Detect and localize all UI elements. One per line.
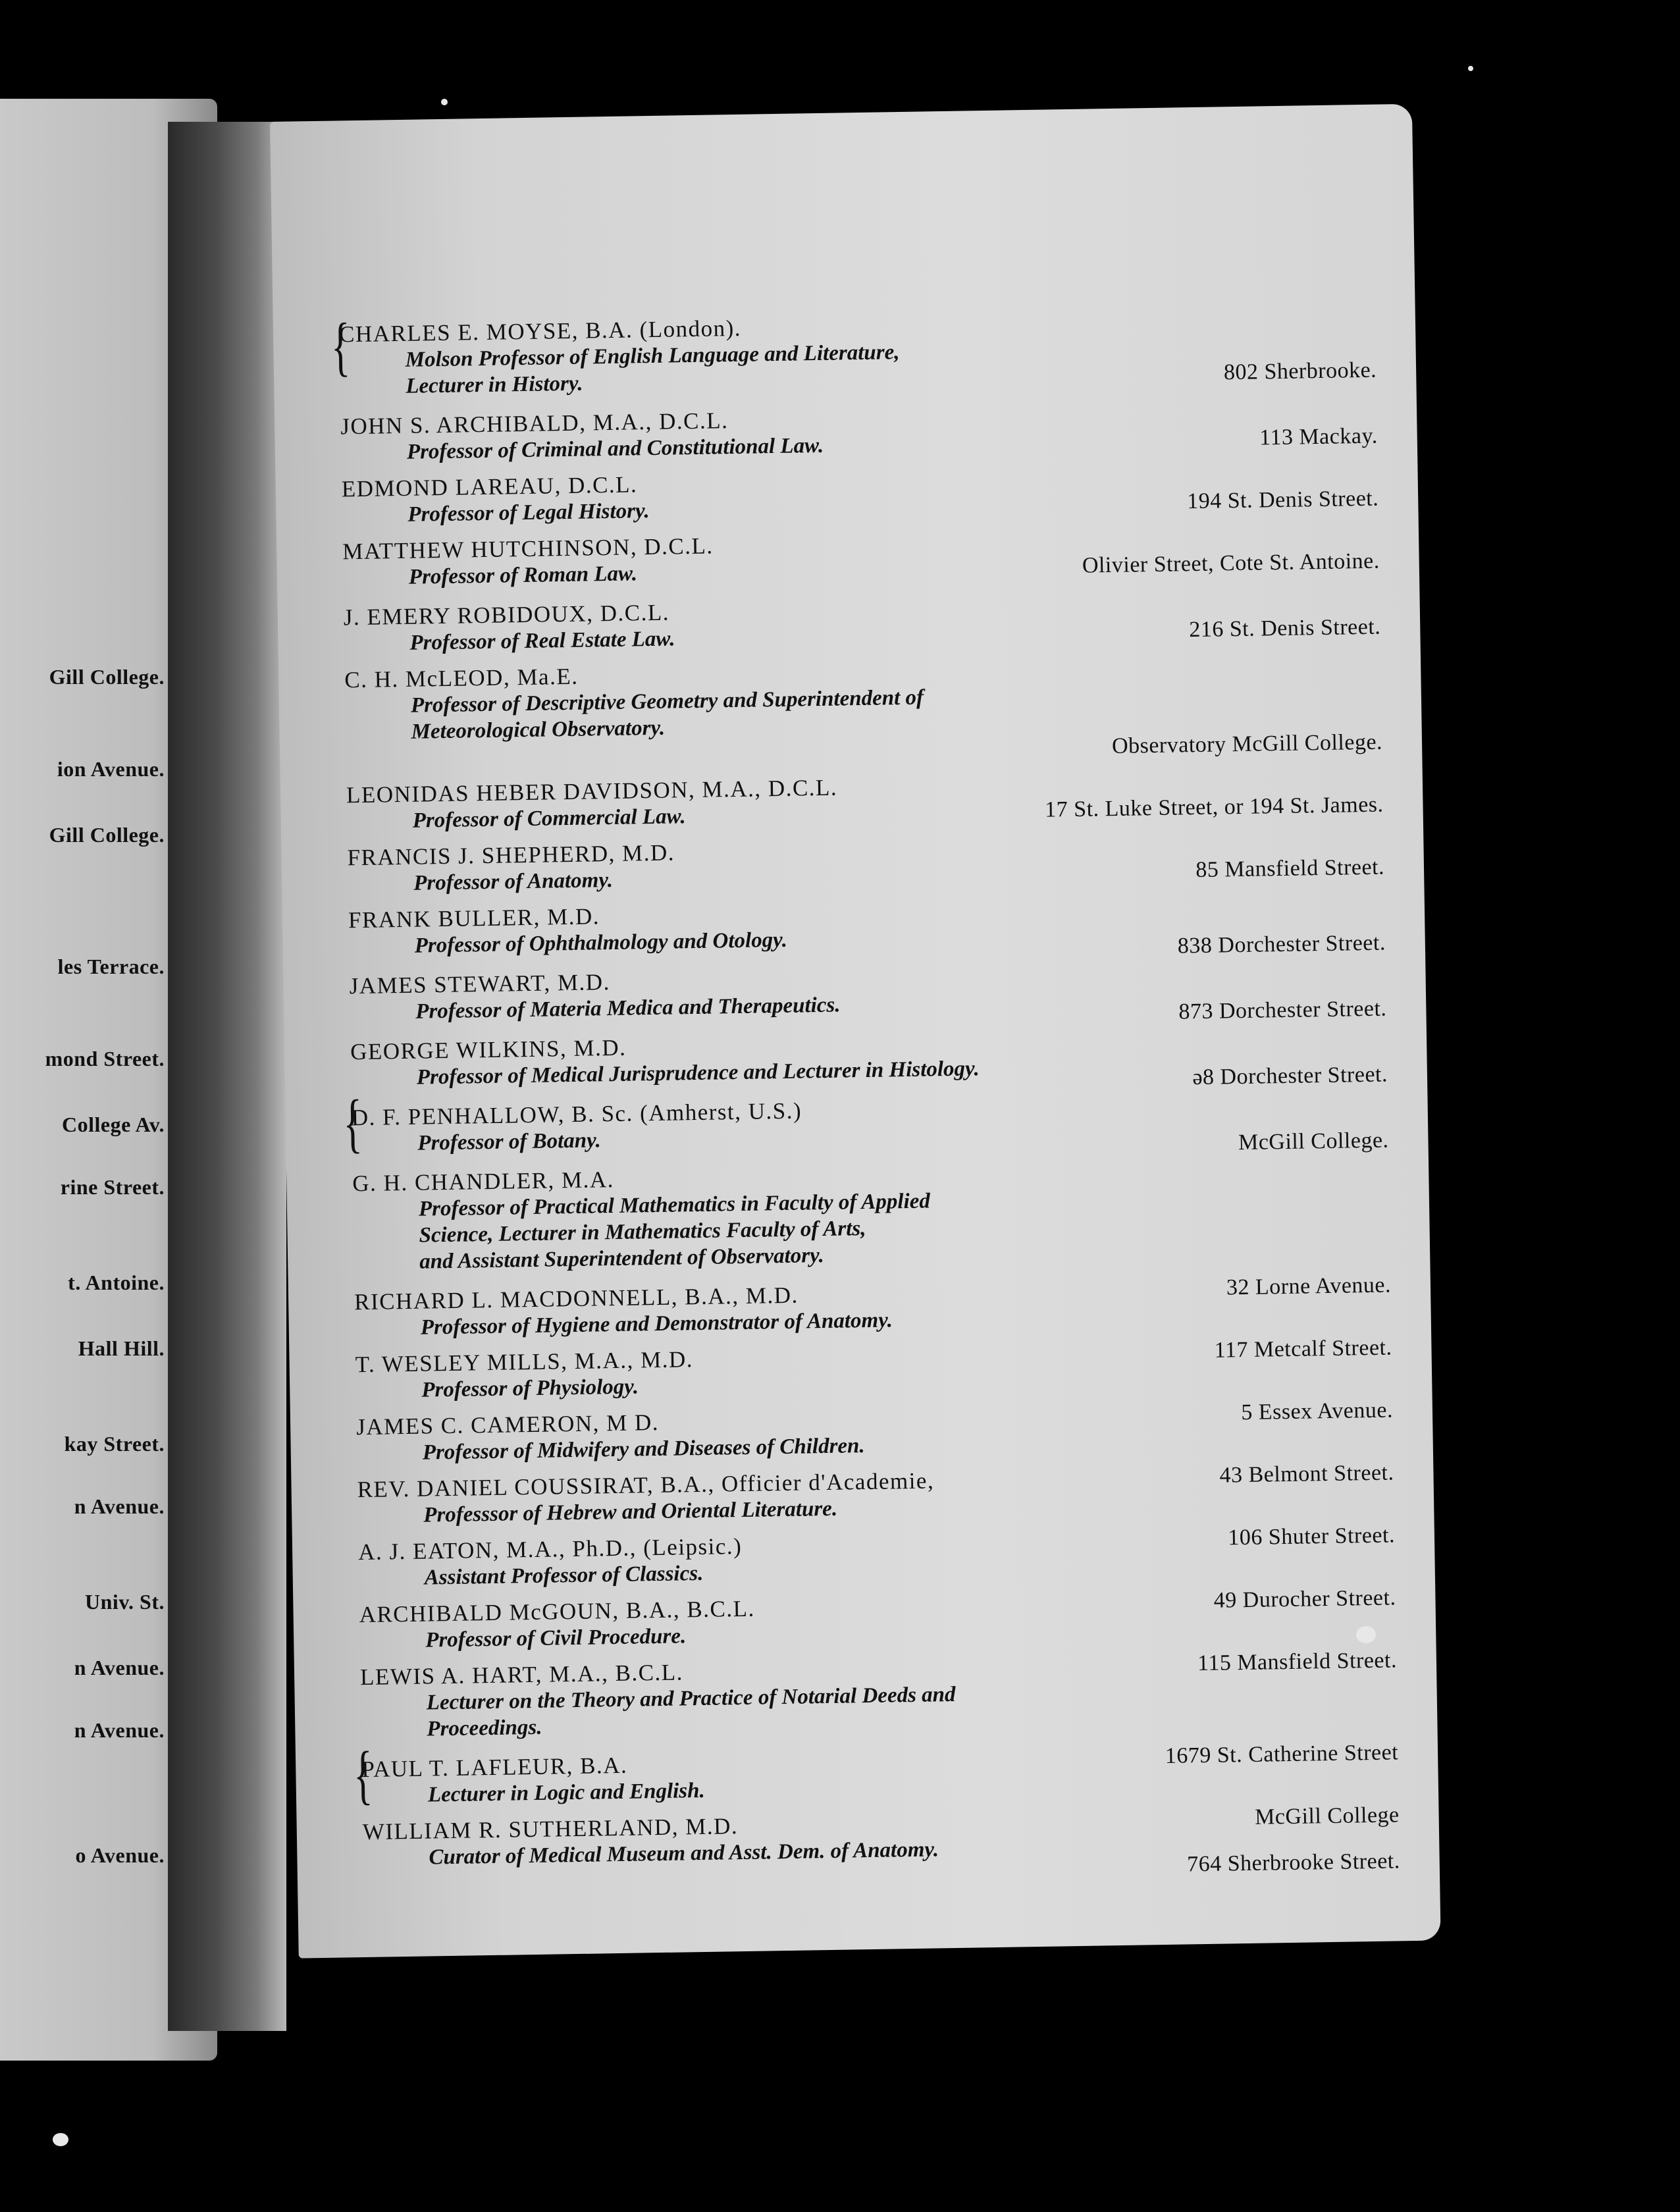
faculty-name: G. H. CHANDLER, M.A. [352, 1166, 615, 1197]
left-page-fragment: n Avenue. [74, 1494, 165, 1518]
faculty-name: PAUL T. LAFLEUR, B.A. [361, 1752, 628, 1783]
faculty-address: 49 Durocher Street. [1213, 1585, 1396, 1613]
left-page-fragment: ion Avenue. [57, 757, 165, 781]
faculty-address: 5 Essex Avenue. [1241, 1398, 1394, 1425]
faculty-title: Professor of Midwifery and Diseases of Children. [422, 1434, 865, 1465]
faculty-name: C. H. McLEOD, Ma.E. [344, 663, 579, 693]
faculty-entry [353, 1737, 1422, 1812]
left-page-fragment: n Avenue. [74, 1656, 165, 1679]
faculty-title: Professor of Civil Procedure. [425, 1624, 687, 1652]
faculty-entry [352, 1154, 1413, 1276]
dust-speck [441, 99, 448, 105]
faculty-address: Olivier Street, Cote St. Antoine. [1082, 548, 1380, 578]
faculty-entry [342, 1086, 1411, 1160]
faculty-title: Professor of Ophthalmology and Otology. [414, 928, 788, 958]
brace-mark: { [330, 309, 351, 383]
faculty-title: Assistant Professor of Classics. [424, 1561, 704, 1590]
faculty-name: FRANK BULLER, M.D. [348, 903, 600, 934]
left-page-fragment: Hall Hill. [78, 1336, 165, 1360]
brace-mark: { [353, 1737, 373, 1812]
faculty-entry [357, 1460, 1417, 1529]
faculty-entry [346, 766, 1407, 835]
faculty-title: Molson Professor of English Language and Literature, Lecturer in History. [405, 340, 900, 398]
left-page-fragment: n Avenue. [74, 1718, 165, 1742]
faculty-title: Professor of Real Estate Law. [409, 627, 675, 655]
left-page-fragment: rine Street. [60, 1175, 165, 1199]
faculty-name: REV. DANIEL COUSSIRAT, B.A., Officier d'Academie, [357, 1467, 935, 1503]
faculty-entry [344, 650, 1405, 759]
faculty-address: 764 Sherbrooke Street. [1186, 1849, 1400, 1877]
left-page-fragment: Gill College. [49, 823, 165, 847]
faculty-name: WILLIAM R. SUTHERLAND, M.D. [362, 1813, 739, 1845]
faculty-entry [340, 397, 1401, 466]
faculty-title: Curator of Medical Museum and Asst. Dem. of Anatomy. [429, 1837, 939, 1870]
left-page-fragment: les Terrace. [57, 955, 165, 978]
faculty-entry [356, 1398, 1417, 1467]
faculty-name: MATTHEW HUTCHINSON, D.C.L. [342, 533, 714, 565]
faculty-entry [359, 1585, 1419, 1654]
faculty-title: Professor of Hygiene and Demonstrator of Anatomy. [420, 1308, 893, 1340]
faculty-name: A. J. EATON, M.A., Ph.D., (Leipsic.) [357, 1533, 743, 1566]
dust-speck [1468, 66, 1473, 71]
faculty-address: 216 St. Denis Street. [1189, 614, 1381, 643]
faculty-address: McGill College [1254, 1803, 1400, 1830]
faculty-name: EDMOND LAREAU, D.C.L. [341, 471, 638, 502]
faculty-entry [358, 1523, 1419, 1592]
faculty-title: Professor of Legal History. [407, 499, 650, 527]
faculty-name: JAMES STEWART, M.D. [349, 969, 611, 999]
faculty-address: Observatory McGill College. [1111, 729, 1383, 759]
faculty-name: JAMES C. CAMERON, M D. [355, 1409, 660, 1440]
faculty-entry [348, 891, 1409, 960]
faculty-address: 113 Mackay. [1259, 423, 1378, 450]
faculty-address: 873 Dorchester Street. [1178, 996, 1387, 1024]
faculty-title: Professor of Practical Mathematics in Faculty of Applied Science, Lecturer in Mathematics Faculty of Arts, and Assistant Superintendent of Observatory. [418, 1189, 931, 1274]
faculty-name: JOHN S. ARCHIBALD, M.A., D.C.L. [340, 408, 729, 440]
faculty-address: 802 Sherbrooke. [1223, 357, 1377, 385]
brace-mark: { [342, 1086, 363, 1160]
faculty-name: CHARLES E. MOYSE, B.A. (London). [338, 315, 742, 348]
faculty-name: T. WESLEY MILLS, M.A., M.D. [355, 1346, 694, 1378]
faculty-address: 838 Dorchester Street. [1177, 930, 1386, 959]
left-page-fragment: o Avenue. [75, 1843, 165, 1867]
faculty-address: McGill College. [1238, 1128, 1389, 1155]
left-page-fragment: Univ. St. [85, 1590, 165, 1614]
faculty-name: LEWIS A. HART, M.A., B.C.L. [359, 1659, 684, 1691]
dust-speck [53, 2133, 68, 2146]
right-page [270, 104, 1441, 1959]
faculty-title: Lecturer on the Theory and Practice of Notarial Deeds and Proceedings. [426, 1682, 956, 1741]
faculty-address: 106 Shuter Street. [1228, 1523, 1396, 1550]
faculty-entry [354, 1273, 1415, 1342]
book-gutter-shadow [168, 122, 286, 2031]
faculty-title: Professor of Criminal and Constitutional Law. [406, 433, 824, 464]
faculty-title: Professsor of Hebrew and Oriental Literature. [423, 1496, 838, 1527]
faculty-title: Professor of Descriptive Geometry and Superintendent of Meteorological Observatory. [410, 685, 924, 744]
faculty-entry [360, 1648, 1421, 1743]
faculty-name: D. F. PENHALLOW, B. Sc. (Amherst, U.S.) [351, 1097, 802, 1131]
faculty-title: Professor of Botany. [417, 1128, 602, 1155]
faculty-name: LEONIDAS HEBER DAVIDSON, M.A., D.C.L. [346, 774, 838, 808]
faculty-entry [344, 588, 1404, 657]
faculty-address: 17 St. Luke Street, or 194 St. James. [1044, 792, 1384, 822]
faculty-name: J. EMERY ROBIDOUX, D.C.L. [343, 599, 670, 631]
faculty-entry [342, 522, 1403, 591]
dust-speck [1356, 1626, 1376, 1643]
faculty-title: Professor of Commercial Law. [412, 804, 686, 833]
faculty-address: 1679 St. Catherine Street [1165, 1740, 1399, 1768]
faculty-title: Professor of Anatomy. [413, 868, 614, 895]
faculty-address: 115 Mansfield Street. [1197, 1648, 1398, 1676]
left-page-fragment: kay Street. [64, 1432, 165, 1456]
faculty-address: 194 St. Denis Street. [1186, 486, 1379, 514]
faculty-name: GEORGE WILKINS, M.D. [350, 1034, 627, 1065]
faculty-address: 117 Metcalf Street. [1214, 1335, 1392, 1363]
left-page-fragment: College Av. [62, 1113, 165, 1136]
faculty-entry [350, 1022, 1411, 1092]
left-page-fragment: Gill College. [49, 665, 165, 689]
faculty-address: 32 Lorne Avenue. [1226, 1273, 1392, 1300]
faculty-entry [355, 1335, 1415, 1404]
faculty-title: Professor of Materia Medica and Therapeutics. [415, 993, 841, 1024]
faculty-address: 85 Mansfield Street. [1195, 855, 1385, 883]
faculty-address: ǝ8 Dorchester Street. [1192, 1062, 1388, 1090]
left-page-fragment: mond Street. [45, 1047, 165, 1070]
faculty-entry [349, 957, 1409, 1026]
faculty-entry [330, 305, 1400, 400]
faculty-name: ARCHIBALD McGOUN, B.A., B.C.L. [359, 1595, 755, 1628]
faculty-title: Professor of Physiology. [421, 1375, 639, 1402]
faculty-entry [347, 828, 1407, 897]
faculty-title: Professor of Medical Jurisprudence and Lecturer in Histology. [416, 1057, 980, 1090]
faculty-name: FRANCIS J. SHEPHERD, M.D. [347, 839, 675, 871]
faculty-title: Professor of Roman Law. [408, 562, 638, 589]
faculty-title: Lecturer in Logic and English. [427, 1778, 705, 1807]
faculty-entry [341, 460, 1402, 529]
faculty-name: RICHARD L. MACDONNELL, B.A., M.D. [354, 1282, 799, 1315]
faculty-address: 43 Belmont Street. [1219, 1460, 1394, 1488]
left-page-fragment: t. Antoine. [68, 1271, 165, 1294]
faculty-entry [362, 1803, 1423, 1877]
faculty-list [270, 104, 1441, 1959]
